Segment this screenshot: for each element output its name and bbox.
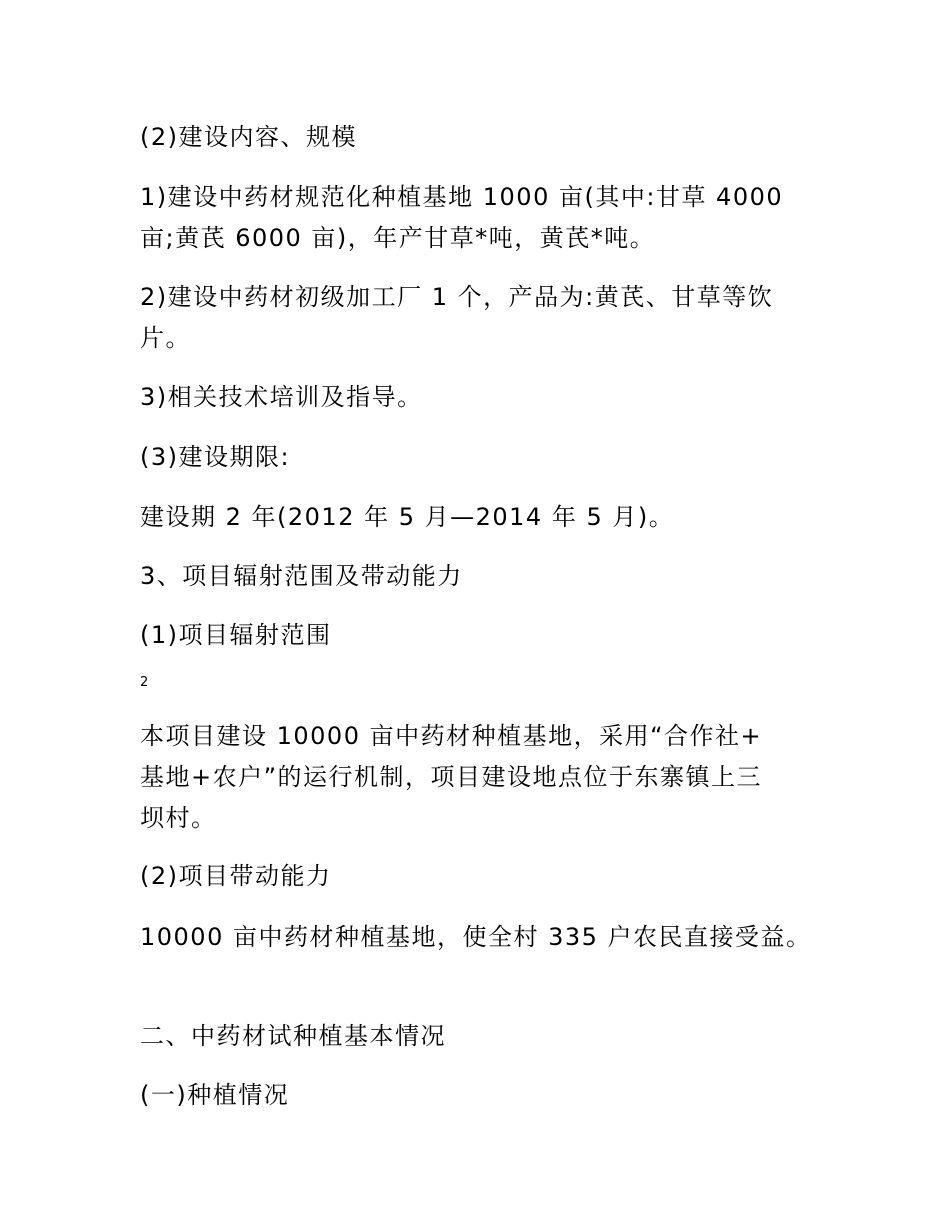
paragraph-item-1-line-2: 亩;黄芪 6000 亩)，年产甘草*吨，黄芪*吨。 <box>140 224 656 252</box>
heading-section-3: 3、项目辐射范围及带动能力 <box>140 562 463 590</box>
paragraph-item-3: 3)相关技术培训及指导。 <box>140 383 423 411</box>
heading-section-two: 二、中药材试种植基本情况 <box>140 1022 446 1050</box>
paragraph-item-1-line-1: 1)建设中药材规范化种植基地 1000 亩(其中:甘草 4000 <box>140 183 784 211</box>
paragraph-item-2-line-1: 2)建设中药材初级加工厂 1 个，产品为:黄芪、甘草等饮 <box>140 283 774 311</box>
heading-planting-situation: (一)种植情况 <box>140 1081 290 1109</box>
paragraph-scope-line-1: 本项目建设 10000 亩中药材种植基地，采用“合作社+ <box>140 722 763 750</box>
heading-construction-content: (2)建设内容、规模 <box>140 123 357 151</box>
page-marker: 2 <box>140 675 149 690</box>
paragraph-driving-capacity: 10000 亩中药材种植基地，使全村 335 户农民直接受益。 <box>140 923 812 951</box>
paragraph-item-2-line-2: 片。 <box>140 324 191 352</box>
heading-radiation-scope: (1)项目辐射范围 <box>140 621 332 649</box>
paragraph-scope-line-2: 基地+农户”的运行机制，项目建设地点位于东寨镇上三 <box>140 763 763 791</box>
heading-driving-capacity: (2)项目带动能力 <box>140 862 332 890</box>
paragraph-scope-line-3: 坝村。 <box>140 804 217 832</box>
heading-construction-period: (3)建设期限: <box>140 443 291 471</box>
paragraph-construction-period: 建设期 2 年(2012 年 5 月—2014 年 5 月)。 <box>140 503 675 531</box>
